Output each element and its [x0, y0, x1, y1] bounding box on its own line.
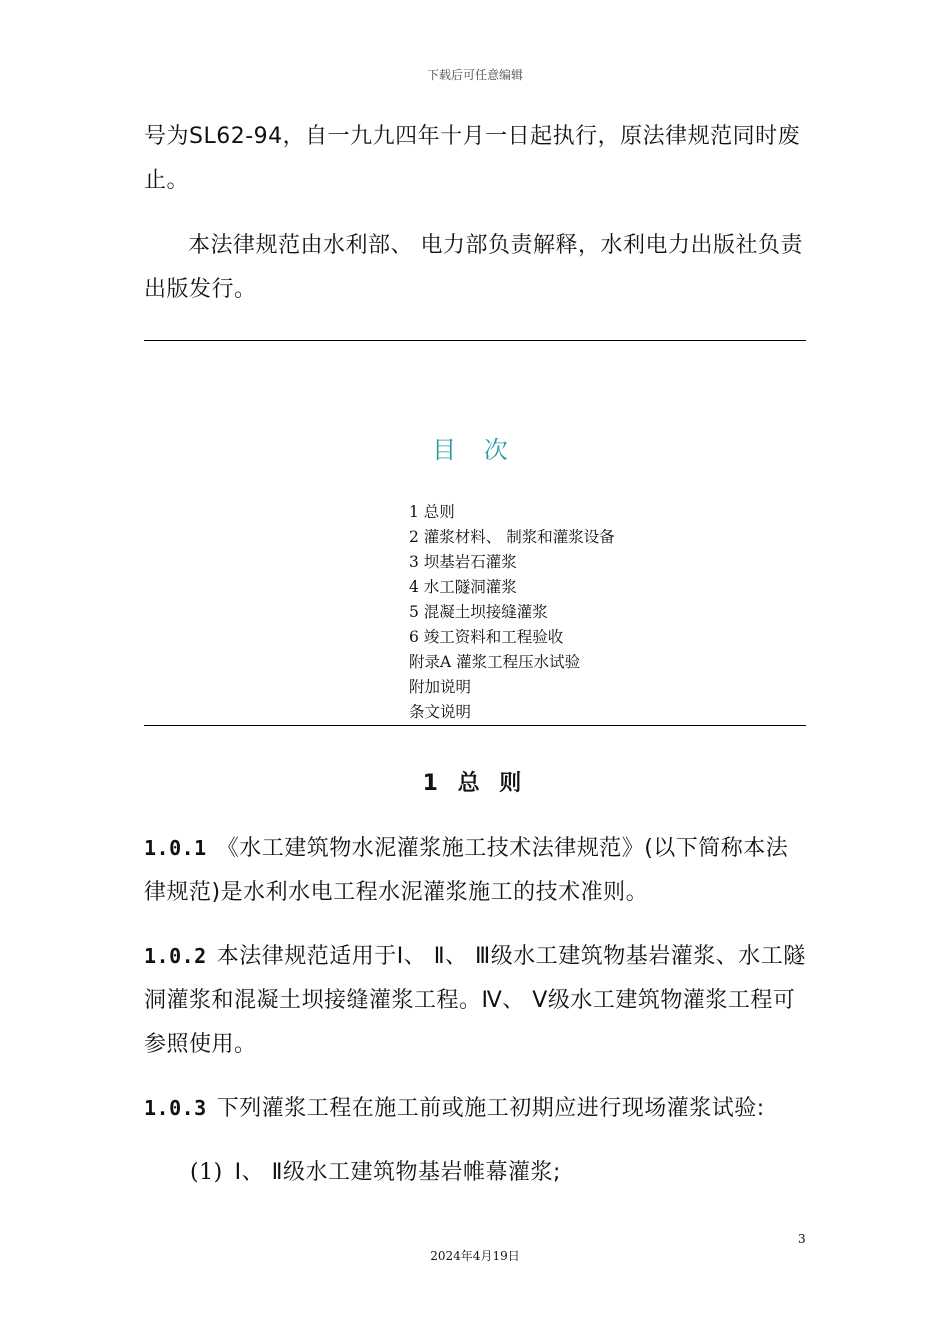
- toc-item: 附加说明: [409, 678, 472, 696]
- clause-1-0-2: [144, 934, 806, 1067]
- toc-item: 6 竣工资料和工程验收: [409, 628, 564, 646]
- list-item-number: (1): [190, 1160, 223, 1185]
- table-of-contents: [409, 500, 615, 725]
- toc-item: 条文说明: [409, 703, 472, 721]
- clause-text: 本法律规范适用于Ⅰ、 Ⅱ、 Ⅲ级水工建筑物基岩灌浆、水工隧洞灌浆和混凝土坝接缝灌浆工程。Ⅳ、 Ⅴ级水工建筑物灌浆工程可参照使用。: [144, 944, 806, 1057]
- divider-top: [144, 340, 806, 341]
- divider-bottom: [144, 725, 806, 726]
- page-number: 3: [798, 1232, 806, 1246]
- toc-item: 3 坝基岩石灌浆: [409, 553, 517, 571]
- clause-text: 下列灌浆工程在施工前或施工初期应进行现场灌浆试验:: [216, 1096, 765, 1121]
- toc-item: 2 灌浆材料、 制浆和灌浆设备: [409, 528, 615, 546]
- footer-date: 2024年4月19日: [430, 1249, 520, 1263]
- clause-number: 1.0.3: [144, 1096, 207, 1120]
- clause-number: 1.0.2: [144, 944, 207, 968]
- toc-item: 4 水工隧洞灌浆: [409, 578, 517, 596]
- clause-number: 1.0.1: [144, 836, 207, 860]
- intro-paragraph-1: 号为SL62-94，自一九九四年十月一日起执行，原法律规范同时废止。: [144, 124, 801, 193]
- list-item: [190, 1151, 806, 1195]
- toc-item: 附录A 灌浆工程压水试验: [409, 653, 581, 671]
- toc-item: 5 混凝土坝接缝灌浆: [409, 603, 548, 621]
- section-title: 1 总 则: [422, 771, 528, 796]
- list-item-text: Ⅰ、 Ⅱ级水工建筑物基岩帷幕灌浆;: [234, 1160, 561, 1185]
- clause-1-0-3: [144, 1086, 806, 1131]
- page-header: 下载后可任意编辑: [426, 68, 523, 82]
- clause-1-0-1: [144, 826, 806, 915]
- toc-item: 1 总则: [409, 503, 455, 521]
- toc-title: 目 次: [432, 436, 518, 464]
- clause-text: 《水工建筑物水泥灌浆施工技术法律规范》(以下简称本法律规范)是水利水电工程水泥灌浆施工的技术准则。: [144, 836, 789, 905]
- intro-paragraph-2: 本法律规范由水利部、 电力部负责解释，水利电力出版社负责出版发行。: [144, 233, 803, 302]
